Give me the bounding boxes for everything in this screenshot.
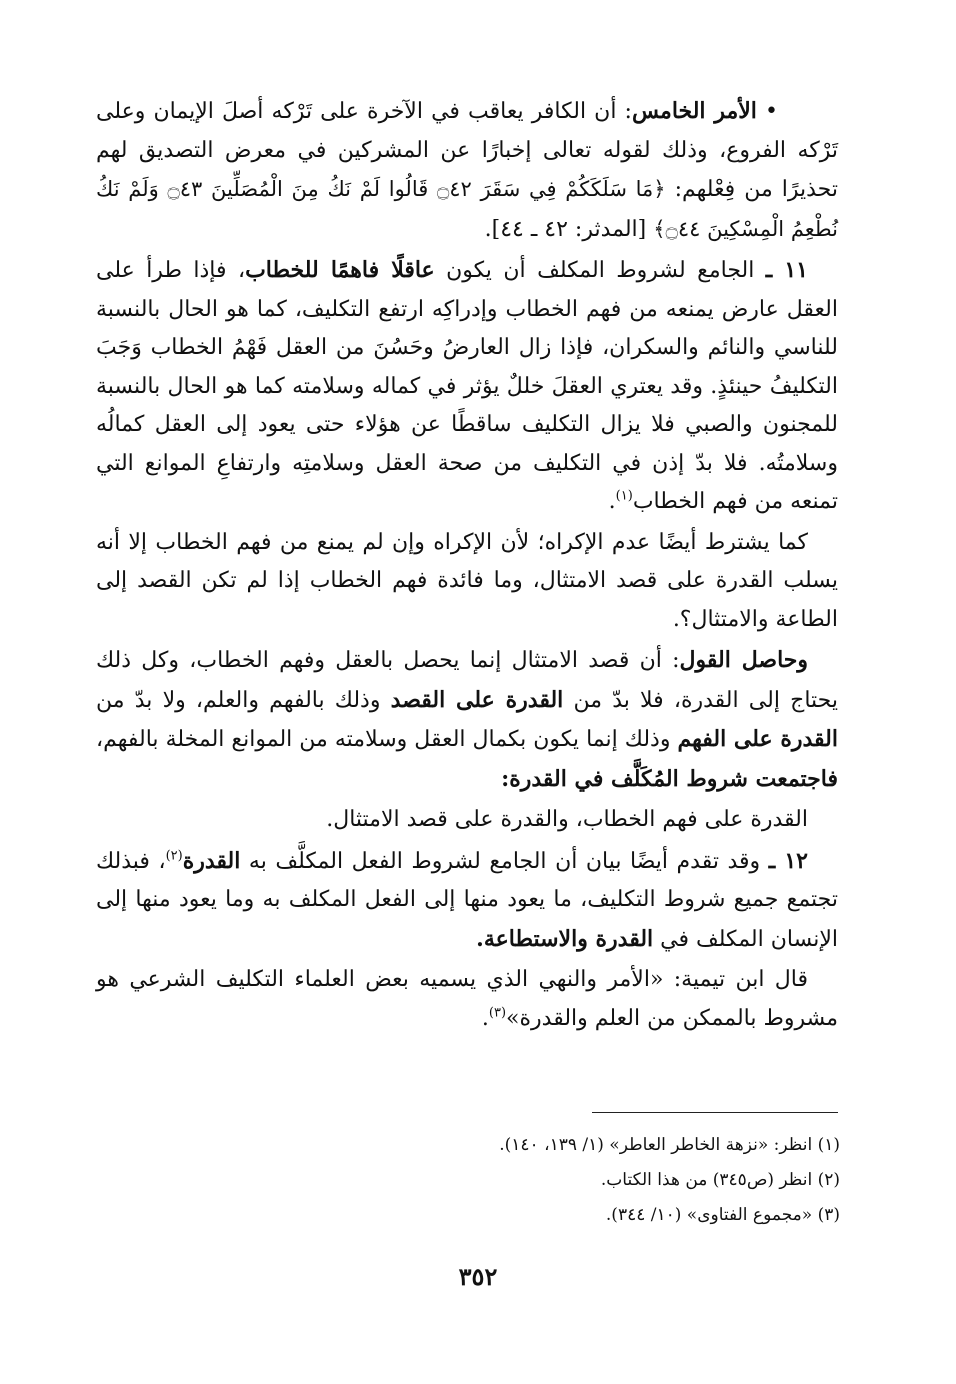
paragraph-11 <box>96 251 838 522</box>
page-number: ٣٥٢ <box>458 1262 498 1291</box>
bullet-icon: • <box>765 99 779 124</box>
paragraph-text: وذلك إنما يكون بكمال العقل وسلامته من الموانع المخلة بالفهم، <box>96 727 678 752</box>
paragraph-text: قال ابن تيمية: «الأمر والنهي الذي يسميه بعض العلماء التكليف الشرعي هو مشروط بالممكن من العلم والقدرة» <box>96 967 838 1031</box>
footnote-marker-2[interactable]: (٢) <box>165 848 183 864</box>
paragraph-text: وذلك بالفهم والعلم، ولا بدّ من <box>96 687 391 713</box>
main-text <box>96 92 838 1040</box>
paragraph-fifth-matter <box>96 92 838 249</box>
bold-phrase: القدرة على القصد <box>390 686 564 713</box>
footnote-2: (٢) انظر (ص٣٤٥) من هذا الكتاب. <box>600 1170 840 1190</box>
footnote-1: (١) انظر: «نزهة الخاطر العاطر» (١/ ١٣٩، ١٤٠). <box>499 1135 840 1155</box>
paragraph-number: ١٢ ـ <box>768 847 808 874</box>
footnotes <box>400 1128 840 1233</box>
paragraph-text: ، فإذا طرأ على العقل عارض يمنعه من فهم الخطاب وإدراكِه ارتفع التكليف، كما هو الحال بالنسبة للناسي والنائم والسكران، فإذا زال العارضُ وحَسُنَ من العقل فَهْمُ الخطاب وَجَبَ التكليفُ حينئذٍ. وقد يعتري العقلَ خللٌ يؤثر في كماله وسلامته كما هو الحال بالنسبة للمجنون والصبي فلا يزال التكليف ساقطًا عن هؤلاء حتى يعود إلى العقل كمالُه وسلامتُه. فلا بدّ إذن في التكليف من صحة العقل وسلامتِه وارتفاعِ الموانع التي تمنعه من فهم الخطاب <box>96 258 838 514</box>
paragraph-ibn-taymiyya <box>96 961 838 1038</box>
paragraph-text: : أن قصد الامتثال إنما يحصل بالعقل وفهم الخطاب، وكل ذلك يحتاج إلى القدرة، فلا بدّ من <box>96 648 838 713</box>
paragraph-text: : أن الكافر يعاقب في الآخرة على تَرْكه أصلَ الإيمان وعلى تَرْكه الفروع، وذلك لقوله تعالى إخبارًا عن المشركين في معرض التصديق لهم تحذيرًا من فِعْلهم: <box>96 99 838 202</box>
paragraph-end: : <box>501 765 510 792</box>
paragraph-number: ١١ ـ <box>765 257 808 283</box>
paragraph-end: . <box>608 489 616 514</box>
paragraph-end: . <box>481 1005 489 1031</box>
footnote-3: (٣) «مجموع الفتاوى» (١٠/ ٣٤٤). <box>605 1205 840 1225</box>
paragraph-text: وقد تقدم أيضًا بيان أن الجامع لشروط الفعل المكلَّف به <box>240 848 769 874</box>
bold-phrase: فاجتمعت شروط المُكَلَّف في القدرة <box>509 765 838 792</box>
verse-reference: [المدثر: ٤٢ ـ ٤٤]. <box>484 216 654 242</box>
paragraph-text: ، فبذلك تجتمع جميع شروط التكليف، ما يعود منها إلى الفعل المكلف به وما يعود منها إلى الإنسان المكلف في <box>96 848 838 952</box>
bold-phrase: عاقلًا فاهمًا للخطاب <box>245 257 435 283</box>
paragraph-conclusion <box>96 641 838 799</box>
footnote-marker-3[interactable]: (٣) <box>488 1005 507 1021</box>
quran-verse: ﴿مَا سَلَكَكُمْ فِي سَقَرَ ۝٤٢ قَالُوا لَمْ نَكُ مِنَ الْمُصَلِّينَ ۝٤٣ وَلَمْ نَكُ نُطْعِمُ الْمِسْكِينَ ۝٤٤﴾ <box>96 177 838 241</box>
paragraph-summary-line: القدرة على فهم الخطاب، والقدرة على قصد الامتثال. <box>326 807 808 832</box>
bold-phrase: القدرة <box>182 847 241 874</box>
bold-phrase: القدرة على الفهم <box>677 726 838 752</box>
footnote-divider <box>592 1112 838 1113</box>
footnote-marker-1[interactable]: (١) <box>615 488 633 504</box>
paragraph-lead: وحاصل القول <box>679 647 808 673</box>
bold-phrase: القدرة والاستطاعة <box>483 925 654 952</box>
paragraph-end: . <box>476 925 484 952</box>
paragraph-coercion: كما يشترط أيضًا عدم الإكراه؛ لأن الإكراه وإن لم يمنع من فهم الخطاب إلا أنه يسلب القدرة على قصد الامتثال، وما فائدة فهم الخطاب إذا لم تكن القصد إلى الطاعة والامتثال؟. <box>96 529 838 632</box>
paragraph-lead: الأمر الخامس <box>631 98 757 124</box>
paragraph-text: الجامع لشروط المكلف أن يكون <box>434 258 766 283</box>
paragraph-12 <box>96 842 838 960</box>
